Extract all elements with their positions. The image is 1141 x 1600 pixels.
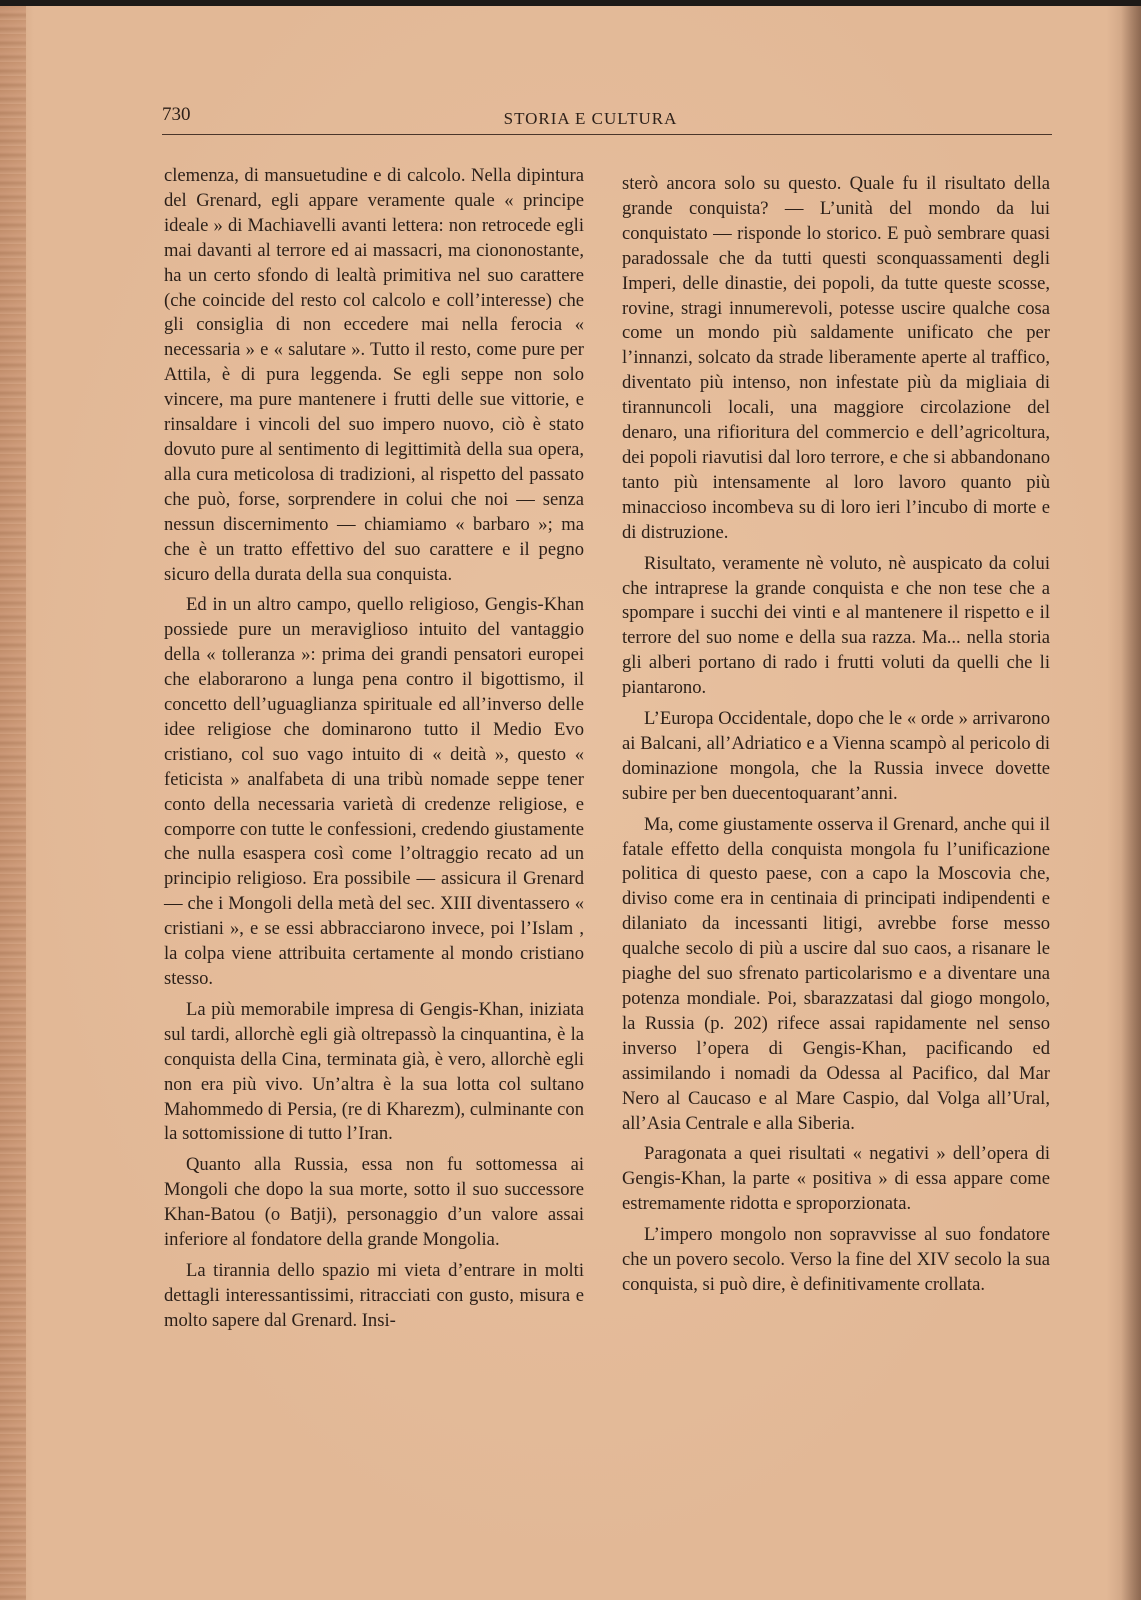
- paragraph: La più memorabile impresa di Gengis-Khan, iniziata sul tardi, allorchè egli già oltrepassò la cinquantina, è la conquista della Cina, terminata già, è vero, allorchè egli non era più vivo. Un’altra è la sua lotta col sultano Mahommedo di Persia, (re di Kharezm), culminante con la sottomissione di tutto l’Iran.: [164, 998, 584, 1145]
- paragraph: clemenza, di mansuetudine e di calcolo. Nella dipintura del Grenard, egli appare veramente quale « principe ideale » di Machiavelli avanti lettera: non retrocede egli mai davanti al terrore ed ai massacri, ma ciononostante, ha un certo sfondo di lealtà primitiva nel suo carattere (che coincide del resto col calcolo e coll’interesse) che gli consiglia di non eccedere mai nella ferocia « necessaria » e « salutare ». Tutto il resto, come pure per Attila, è di pura leggenda. Se egli seppe non solo vincere, ma pure mantenere i frutti delle sue vittorie, e rinsaldare i vincoli del suo impero nuovo, ciò è stato dovuto pure al sentimento di legittimità della sua opera, alla cura meticolosa di tradizioni, al rispetto del passato che può, forse, sorprendere in colui che noi — senza nessun discernimento — chiamiamo « barbaro »; ma che è un tratto effettivo del suo carattere e il pegno sicuro della durata della sua conquista.: [164, 165, 584, 585]
- paragraph: Risultato, veramente nè voluto, nè auspicato da colui che intraprese la grande conquista e che non tese che a spompare i succhi dei vinti e al mantenere il rispetto e il terrore del suo nome e della sua razza. Ma... nella storia gli alberi portano di rado i frutti voluti da quelli che li piantarono.: [622, 552, 1050, 699]
- paragraph: Quanto alla Russia, essa non fu sottomessa ai Mongoli che dopo la sua morte, sotto il suo successore Khan-Batou (o Batji), personaggio d’un valore assai inferiore al fondatore della grande Mongolia.: [164, 1154, 584, 1251]
- page-edge-shadow: [1121, 6, 1141, 1600]
- page-binding-edge: [0, 6, 26, 1600]
- paragraph: Ed in un altro campo, quello religioso, Gengis-Khan possiede pure un meraviglioso intuito del vantaggio della « tolleranza »: prima dei grandi pensatori europei che elaborarono a lunga pena contro il bigottismo, il concetto dell’uguaglianza spirituale ed all’inverso delle idee religiose che dominarono tutto il Medio Evo cristiano, col suo vago intuito di « deità », questo « feticista » analfabeta di una tribù nomade seppe tener conto della necessaria varietà di credenze religiose, e comporre con tutte le confessioni, credendo giustamente che nulla esaspera così come l’oltraggio recato ad un principio religioso. Era possibile — assicura il Grenard — che i Mongoli della metà del sec. XIII diventassero « cristiani », e se essi abbracciarono invece, poi l’Islam , la colpa viene attribuita certamente al mondo cristiano stesso.: [164, 594, 584, 989]
- page-number: 730: [162, 104, 191, 125]
- header-divider: [162, 134, 1052, 135]
- paragraph: La tirannia dello spazio mi vieta d’entrare in molti dettagli interessantissimi, ritracciati con gusto, misura e molto sapere dal Grenard. Insi-: [164, 1259, 584, 1331]
- running-title: STORIA E CULTURA: [503, 109, 678, 128]
- paragraph: Paragonata a quei risultati « negativi » dell’opera di Gengis-Khan, la parte « positiva » di essa appare come estremamente ridotta e sproporzionata.: [622, 1143, 1050, 1215]
- paragraph: Ma, come giustamente osserva il Grenard, anche qui il fatale effetto della conquista mongola fu l’unificazione politica di questo paese, con a capo la Moscovia che, diviso come era in centinaia di principati indipendenti e dilaniato da incessanti litigi, avrebbe forse messo qualche secolo di più a uscire dal suo caos, a risanare le piaghe del suo sfrenato particolarismo e a diventare una potenza mondiale. Poi, sbarazzatasi dal giogo mongolo, la Russia (p. 202) rifece assai rapidamente nel senso inverso l’opera di Gengis-Khan, pacificando ed assimilando i nomadi da Odessa al Pacifico, dal Mar Nero al Caucaso e al Mare Caspio, dal Volga all’Ural, all’Asia Centrale e alla Siberia.: [622, 813, 1050, 1134]
- paragraph: sterò ancora solo su questo. Quale fu il risultato della grande conquista? — L’unità del mondo da lui conquistato — risponde lo storico. E può sembrare quasi paradossale che da tutti questi sconquassamenti degli Imperi, delle dinastie, dei popoli, da tutte queste scosse, rovine, stragi innumerevoli, potesse uscire qualche cosa come un mondo più saldamente unificato che per l’innanzi, solcato da strade liberamente aperte al traffico, diventato più intenso, non infestate più da migliaia di tirannuncoli locali, una maggiore circolazione del denaro, una rifioritura del commercio e dell’agricoltura, dei popoli riavutisi dal loro terrore, e che si abbandonano tanto più intensamente al loro lavoro quanto più minaccioso incombeva su di loro ieri l’incubo di morte e di distruzione.: [622, 173, 1050, 543]
- right-text-column: [622, 172, 1050, 1304]
- book-page: [0, 6, 1141, 1600]
- paragraph: L’impero mongolo non sopravvisse al suo fondatore che un povero secolo. Verso la fine del XIV secolo la sua conquista, si può dire, è definitivamente crollata.: [622, 1224, 1050, 1295]
- paragraph: L’Europa Occidentale, dopo che le « orde » arrivarono ai Balcani, all’Adriatico e a Vienna scampò al pericolo di dominazione mongola, che la Russia invece dovette subire per ben duecentoquarant’anni.: [622, 708, 1050, 804]
- left-text-column: [164, 164, 584, 1340]
